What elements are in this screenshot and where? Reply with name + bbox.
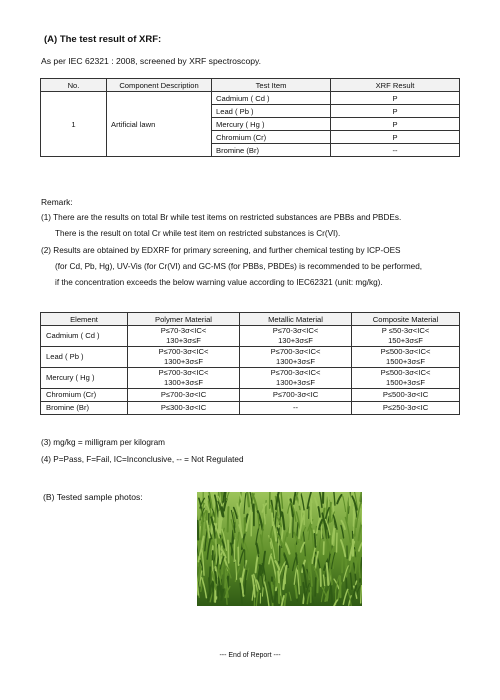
test-item: Mercury ( Hg ) (212, 118, 331, 131)
polymer-limit: P≤300-3σ<IC (128, 402, 240, 415)
remark-line: (for Cd, Pb, Hg), UV-Vis (for Cr(VI) and GC-MS (for PBBs, PBDEs) is recommended to be performed, (55, 261, 423, 271)
section-a-heading: (A) The test result of XRF: (44, 34, 162, 45)
polymer-limit: P≤700-3σ<IC< 1300+3σ≤F (128, 347, 240, 368)
section-b-heading: (B) Tested sample photos: (43, 492, 143, 502)
col-header-xrf-result: XRF Result (331, 79, 460, 92)
polymer-limit: P≤70-3σ<IC< 130+3σ≤F (128, 326, 240, 347)
section-a-intro: As per IEC 62321 : 2008, screened by XRF spectroscopy. (41, 56, 262, 66)
test-item: Bromine (Br) (212, 144, 331, 157)
composite-limit: P ≤50-3σ<IC< 150+3σ≤F (352, 326, 460, 347)
composite-limit: P≤500-3σ<IC (352, 389, 460, 402)
table-row (41, 402, 460, 415)
note-line: (3) mg/kg = milligram per kilogram (41, 438, 165, 447)
element-name: Chromium (Cr) (41, 389, 128, 402)
col-header-polymer: Polymer Material (128, 313, 240, 326)
test-item: Cadmium ( Cd ) (212, 92, 331, 105)
table-row (41, 347, 460, 368)
metallic-limit: P≤700-3σ<IC< 1300+3σ≤F (240, 368, 352, 389)
warning-limits-table (40, 312, 460, 415)
polymer-limit: P≤700-3σ<IC< 1300+3σ≤F (128, 368, 240, 389)
remark-list (41, 210, 481, 291)
test-item: Chromium (Cr) (212, 131, 331, 144)
metallic-limit: -- (240, 402, 352, 415)
remark-line: if the concentration exceeds the below warning value according to IEC62321 (unit: mg/kg). (55, 278, 383, 288)
metallic-limit: P≤70-3σ<IC< 130+3σ≤F (240, 326, 352, 347)
composite-limit: P≤500-3σ<IC< 1500+3σ≤F (352, 368, 460, 389)
artificial-lawn-photo (197, 492, 362, 606)
component-description: Artificial lawn (107, 92, 212, 157)
end-of-report: --- End of Report --- (219, 652, 281, 659)
element-name: Bromine (Br) (41, 402, 128, 415)
col-header-element: Element (41, 313, 128, 326)
element-name: Lead ( Pb ) (41, 347, 128, 368)
xrf-result: -- (331, 144, 460, 157)
table-row (41, 326, 460, 347)
remark-line: There is the result on total Cr while test item on restricted substances is Cr(VI). (55, 229, 341, 239)
composite-limit: P≤500-3σ<IC< 1500+3σ≤F (352, 347, 460, 368)
remark-title: Remark: (41, 197, 73, 207)
col-header-no: No. (41, 79, 107, 92)
metallic-limit: P≤700-3σ<IC< 1300+3σ≤F (240, 347, 352, 368)
table-row (41, 368, 460, 389)
test-item: Lead ( Pb ) (212, 105, 331, 118)
xrf-result: P (331, 118, 460, 131)
xrf-result-table (40, 78, 460, 157)
xrf-result: P (331, 105, 460, 118)
sample-no: 1 (41, 92, 107, 157)
polymer-limit: P≤700-3σ<IC (128, 389, 240, 402)
element-name: Mercury ( Hg ) (41, 368, 128, 389)
table-row (41, 92, 460, 105)
notes (41, 435, 244, 468)
metallic-limit: P≤700-3σ<IC (240, 389, 352, 402)
col-header-component: Component Description (107, 79, 212, 92)
table-row (41, 389, 460, 402)
remark-line: (2) Results are obtained by EDXRF for primary screening, and further chemical testing by ICP-OES (41, 245, 401, 255)
note-line: (4) P=Pass, F=Fail, IC=Inconclusive, -- = Not Regulated (41, 454, 244, 464)
col-header-test-item: Test Item (212, 79, 331, 92)
element-name: Cadmium ( Cd ) (41, 326, 128, 347)
composite-limit: P≤250-3σ<IC (352, 402, 460, 415)
xrf-result: P (331, 92, 460, 105)
xrf-result: P (331, 131, 460, 144)
col-header-composite: Composite Material (352, 313, 460, 326)
remark-line: (1) There are the results on total Br while test items on restricted substances are PBBs and PBDEs. (41, 213, 402, 222)
col-header-metallic: Metallic Material (240, 313, 352, 326)
